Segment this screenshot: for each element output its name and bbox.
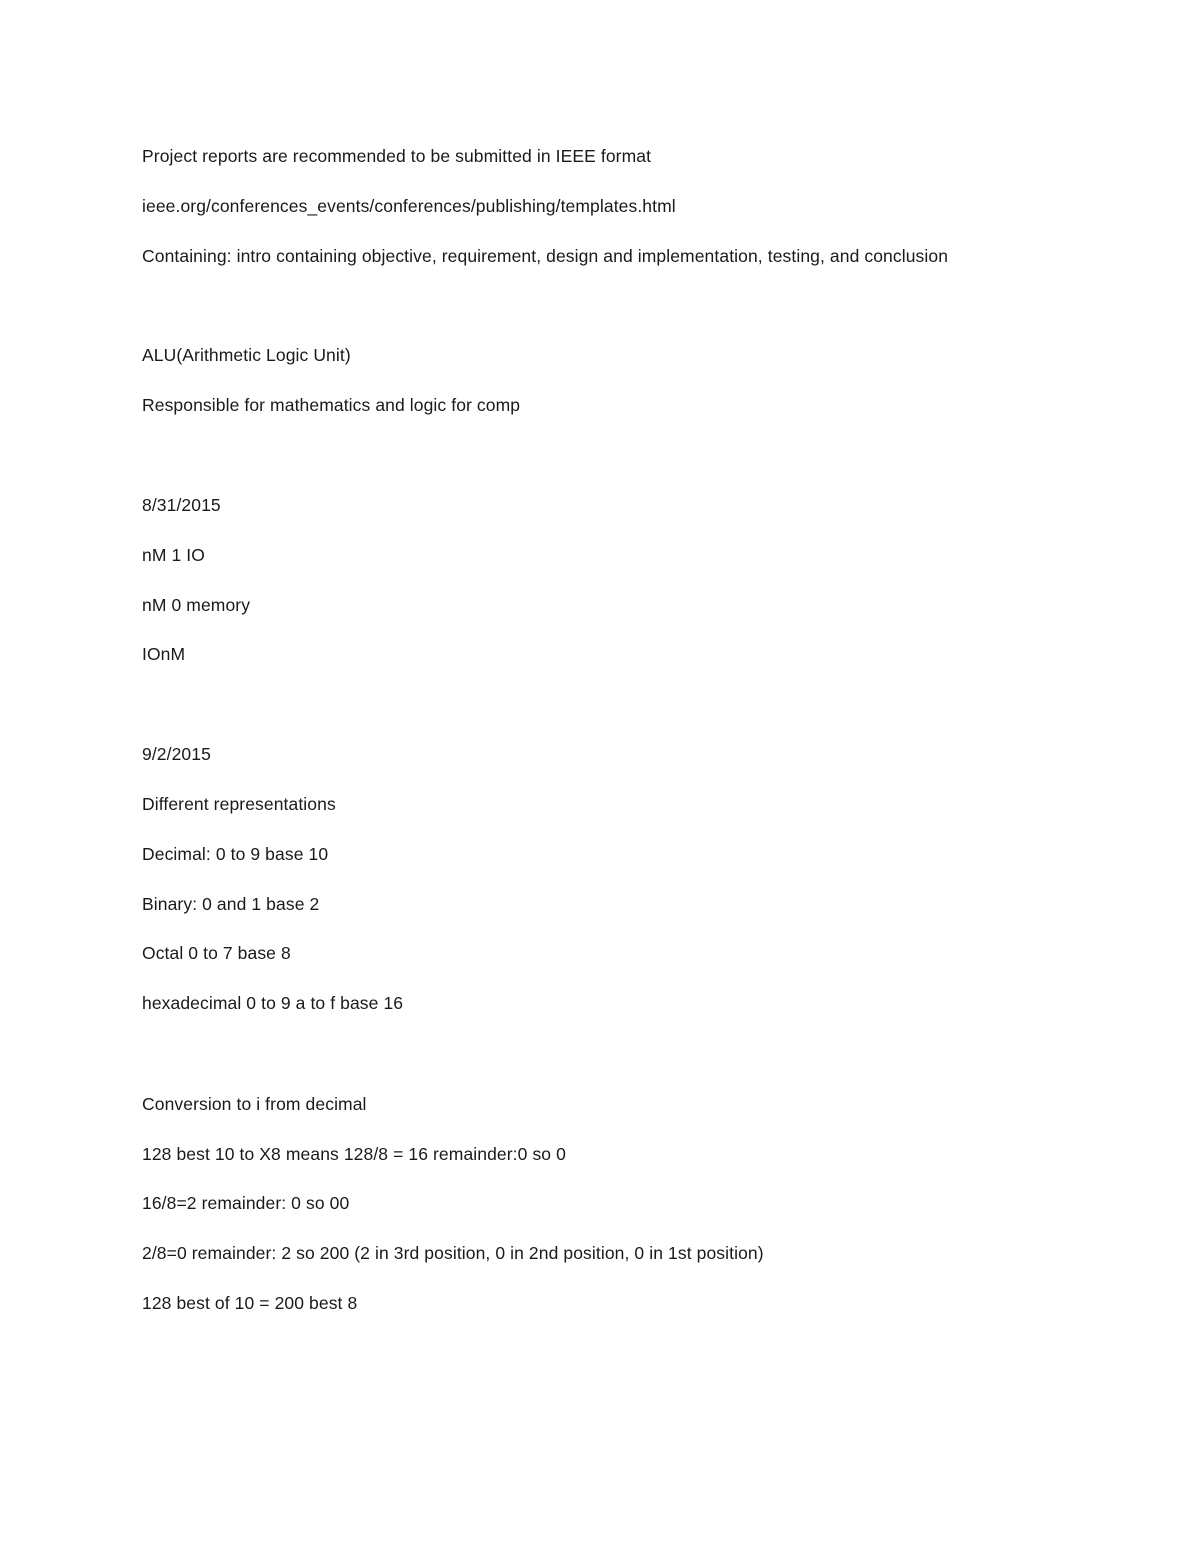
text-line: hexadecimal 0 to 9 a to f base 16 bbox=[142, 993, 404, 1013]
text-line: nM 1 IO bbox=[142, 545, 205, 565]
text-line: ieee.org/conferences_events/conferences/publishing/templates.html bbox=[142, 196, 676, 216]
text-line: 128 best of 10 = 200 best 8 bbox=[142, 1293, 358, 1313]
text-line: 128 best 10 to X8 means 128/8 = 16 remainder:0 so 0 bbox=[142, 1144, 566, 1164]
text-line: Binary: 0 and 1 base 2 bbox=[142, 894, 320, 914]
date-heading: 9/2/2015 bbox=[142, 744, 211, 764]
date-heading: 8/31/2015 bbox=[142, 495, 221, 515]
text-line: Project reports are recommended to be submitted in IEEE format bbox=[142, 146, 652, 166]
text-line: nM 0 memory bbox=[142, 595, 251, 615]
text-line: Conversion to i from decimal bbox=[142, 1094, 367, 1114]
text-line: ALU(Arithmetic Logic Unit) bbox=[142, 345, 351, 365]
text-line: Responsible for mathematics and logic for comp bbox=[142, 395, 521, 415]
text-line: Octal 0 to 7 base 8 bbox=[142, 943, 291, 963]
text-line: 16/8=2 remainder: 0 so 00 bbox=[142, 1193, 350, 1213]
text-line: 2/8=0 remainder: 2 so 200 (2 in 3rd position, 0 in 2nd position, 0 in 1st position) bbox=[142, 1243, 764, 1263]
text-line: IOnM bbox=[142, 644, 186, 664]
text-line: Containing: intro containing objective, requirement, design and implementation, testing, and conclusion bbox=[142, 246, 949, 266]
text-line: Decimal: 0 to 9 base 10 bbox=[142, 844, 329, 864]
text-line: Different representations bbox=[142, 794, 336, 814]
